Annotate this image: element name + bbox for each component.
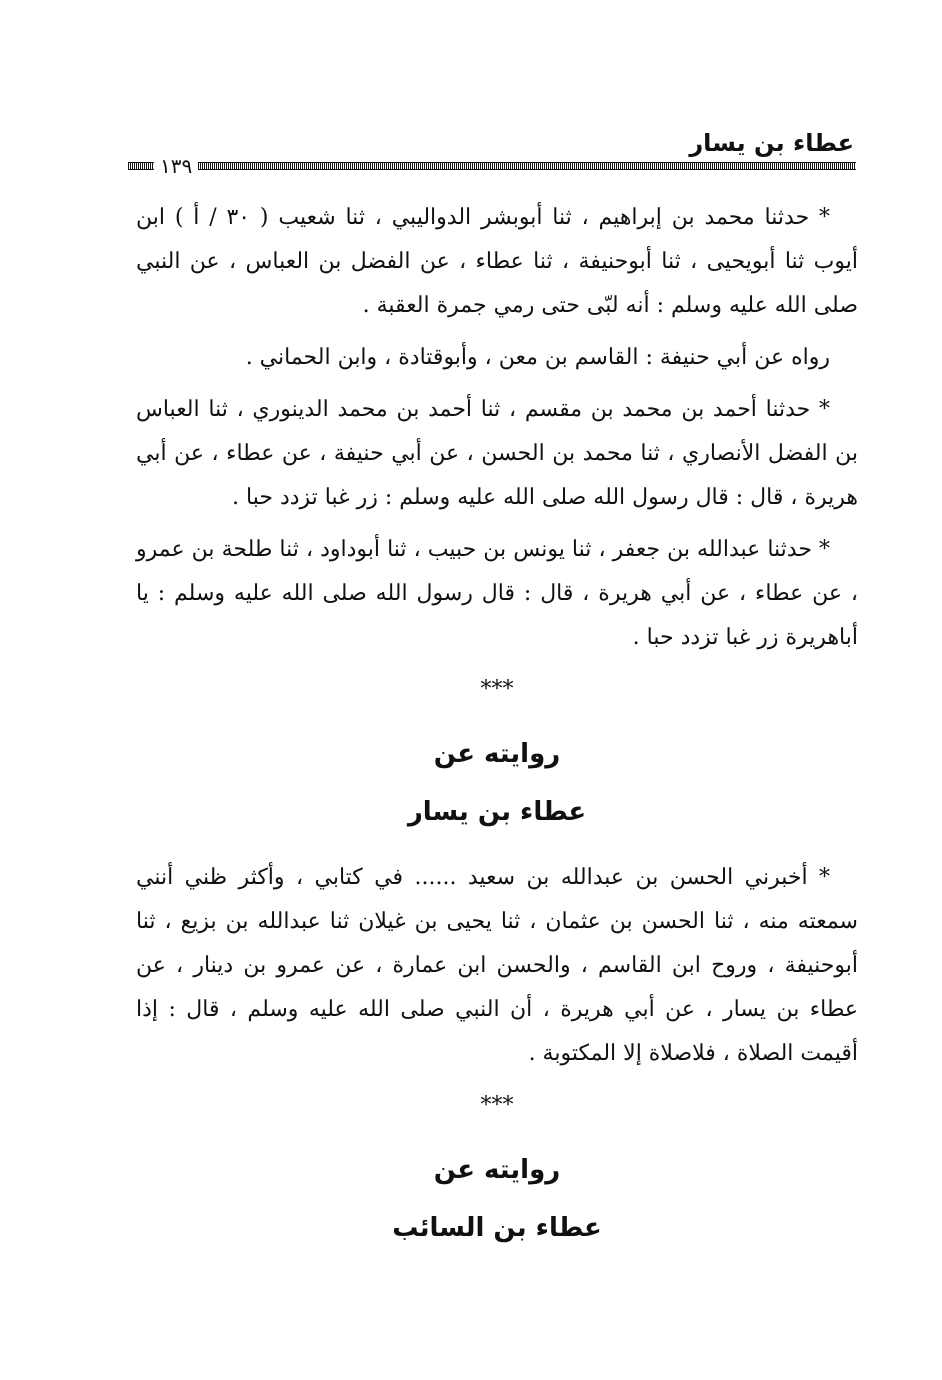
section-heading-line2: عطاء بن السائب: [392, 1213, 602, 1243]
page-number: ١٣٩: [160, 154, 193, 178]
section-heading-line1: روايته عن: [433, 739, 561, 769]
section-separator: ***: [480, 677, 514, 702]
paragraph-hadith-2: * حدثنا أحمد بن محمد بن مقسم ، ثنا أحمد بن محمد الدينوري ، ثنا العباس بن الفضل الأنصاري ، ثنا محمد بن الحسن ، عن أبي حنيفة ، عن عطاء ، عن أبي هريرة ، قال : قال رسول الله صلى الله عليه وسلم : زر غبا تزدد حبا .: [136, 397, 858, 510]
running-title: عطاء بن يسار: [689, 129, 854, 157]
page-body: [136, 196, 858, 1258]
section-heading-line1: روايته عن: [433, 1155, 561, 1185]
paragraph-hadith-3: * حدثنا عبدالله بن جعفر ، ثنا يونس بن حبيب ، ثنا أبوداود ، ثنا طلحة بن عمرو ، عن عطاء ، عن أبي هريرة ، قال : قال رسول الله صلى الله عليه وسلم : يا أباهريرة زر غبا تزدد حبا .: [136, 537, 858, 650]
header-rule-left-segment: [128, 162, 154, 170]
paragraph-hadith-1: * حدثنا محمد بن إبراهيم ، ثنا أبوبشر الدواليبي ، ثنا شعيب ( ٣٠ / أ ) ابن أيوب ثنا أبويحيى ، ثنا أبوحنيفة ، ثنا عطاء ، عن الفضل بن العباس ، عن النبي صلى الله عليه وسلم : أنه لبّى حتى رمي جمرة العقبة .: [136, 205, 858, 318]
section-heading-line2: عطاء بن يسار: [407, 797, 587, 827]
paragraph-hadith-4: * أخبرني الحسن بن عبدالله بن سعيد ...... في كتابي ، وأكثر ظني أنني سمعته منه ، ثنا الحسن بن عثمان ، ثنا يحيى بن غيلان ثنا عبدالله بن بزيع ، ثنا أبوحنيفة ، وروح ابن القاسم ، والحسن ابن عمارة ، عن عمرو بن دينار ، عن عطاء بن يسار ، عن أبي هريرة ، أن النبي صلى الله عليه وسلم ، قال : إذا أقيمت الصلاة ، فلاصلاة إلا المكتوبة .: [136, 865, 858, 1066]
header-rule-right-segment: [198, 162, 856, 170]
paragraph-narrators-note: رواه عن أبي حنيفة : القاسم بن معن ، وأبوقتادة ، وابن الحماني .: [245, 345, 830, 370]
header-rule: [128, 154, 856, 178]
section-separator: ***: [480, 1093, 514, 1118]
